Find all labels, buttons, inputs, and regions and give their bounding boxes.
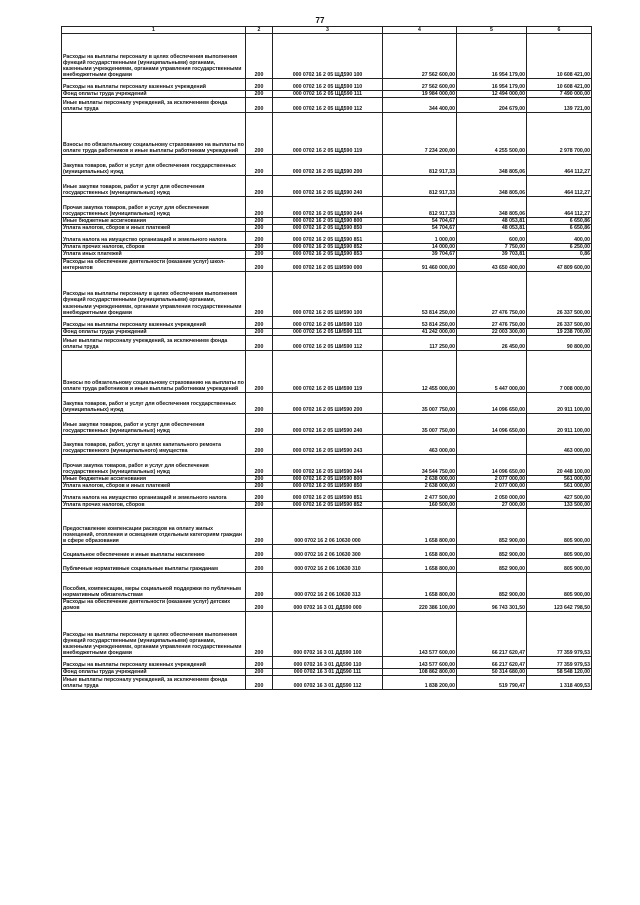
row-description: Прочая закупка товаров, работ и услуг для обеспечения государственных (муниципальных) нужд <box>62 454 246 475</box>
row-classification-code: 000 0702 16 2 05 ШИ590 850 <box>273 482 383 489</box>
unexecuted-amount: 464 112,27 <box>527 155 592 176</box>
unexecuted-amount: 6 650,86 <box>527 218 592 225</box>
page-number: 77 <box>315 16 325 25</box>
table-row <box>62 258 592 271</box>
table-body <box>62 34 592 690</box>
unexecuted-amount: 805 900,00 <box>527 559 592 573</box>
row-code: 200 <box>246 113 273 155</box>
table-row <box>62 475 592 482</box>
row-description: Закупка товаров, работ и услуг для обеспечения государственных (муниципальных) нужд <box>62 392 246 413</box>
table-row <box>62 155 592 176</box>
row-code: 200 <box>246 155 273 176</box>
approved-amount: 143 577 600,00 <box>383 612 457 657</box>
row-description: Иные выплаты персоналу учреждений, за исключением фонда оплаты труда <box>62 676 246 690</box>
approved-amount: 1 658 800,00 <box>383 545 457 559</box>
approved-amount: 1 658 800,00 <box>383 509 457 545</box>
unexecuted-amount: 561 000,00 <box>527 482 592 489</box>
row-code: 200 <box>246 657 273 669</box>
approved-amount: 1 000,00 <box>383 232 457 244</box>
row-description: Пособия, компенсации, меры социальной поддержки по публичным нормативным обязательствам <box>62 573 246 599</box>
table-row <box>62 545 592 559</box>
row-classification-code: 000 0702 16 2 05 ЩД590 240 <box>273 176 383 197</box>
row-classification-code: 000 0702 16 2 06 10630 300 <box>273 545 383 559</box>
approved-amount: 2 638 000,00 <box>383 475 457 482</box>
row-code: 200 <box>246 454 273 475</box>
column-header: 3 <box>273 27 383 34</box>
unexecuted-amount: 7 008 000,00 <box>527 350 592 392</box>
row-classification-code: 000 0702 16 2 05 ШИ590 851 <box>273 490 383 502</box>
row-description: Прочая закупка товаров, работ и услуг для обеспечения государственных (муниципальных) нужд <box>62 197 246 218</box>
table-row <box>62 197 592 218</box>
row-classification-code: 000 0702 16 2 05 ШИ590 000 <box>273 258 383 271</box>
row-classification-code: 000 0702 16 2 05 ЩД590 851 <box>273 232 383 244</box>
row-description: Иные выплаты персоналу учреждений, за исключением фонда оплаты труда <box>62 98 246 113</box>
table-row <box>62 328 592 335</box>
approved-amount: 34 544 750,00 <box>383 454 457 475</box>
row-description: Иные выплаты персоналу учреждений, за исключением фонда оплаты труда <box>62 335 246 350</box>
row-description: Расходы на обеспечение деятельности (оказание услуг) школ-интернатов <box>62 258 246 271</box>
row-description: Расходы на выплаты персоналу казенных учреждений <box>62 657 246 669</box>
executed-amount: 204 679,00 <box>457 98 527 113</box>
unexecuted-amount: 6 250,00 <box>527 244 592 251</box>
executed-amount: 26 450,00 <box>457 335 527 350</box>
executed-amount: 27 476 750,00 <box>457 316 527 328</box>
table-row <box>62 482 592 489</box>
approved-amount: 35 007 750,00 <box>383 392 457 413</box>
row-description: Фонд оплаты труда учреждений <box>62 669 246 676</box>
row-code: 200 <box>246 176 273 197</box>
table-row <box>62 573 592 599</box>
executed-amount: 39 703,81 <box>457 251 527 258</box>
executed-amount: 16 954 179,00 <box>457 34 527 79</box>
executed-amount: 66 217 620,47 <box>457 612 527 657</box>
executed-amount: 4 255 500,00 <box>457 113 527 155</box>
unexecuted-amount: 10 608 421,00 <box>527 79 592 91</box>
unexecuted-amount: 427 500,00 <box>527 490 592 502</box>
row-description: Фонд оплаты труда учреждений <box>62 328 246 335</box>
unexecuted-amount: 2 978 700,00 <box>527 113 592 155</box>
row-classification-code: 000 0702 16 2 06 10630 000 <box>273 509 383 545</box>
row-description: Уплата налога на имущество организаций и земельного налога <box>62 232 246 244</box>
row-code: 200 <box>246 573 273 599</box>
row-classification-code: 000 0702 16 2 05 ШИ590 111 <box>273 328 383 335</box>
table-row <box>62 34 592 79</box>
unexecuted-amount: 19 238 700,00 <box>527 328 592 335</box>
budget-table <box>61 26 592 690</box>
approved-amount: 220 386 100,00 <box>383 599 457 612</box>
approved-amount: 108 862 800,00 <box>383 669 457 676</box>
executed-amount: 14 096 650,00 <box>457 454 527 475</box>
row-description: Закупка товаров, работ и услуг для обеспечения государственных (муниципальных) нужд <box>62 155 246 176</box>
row-code: 200 <box>246 34 273 79</box>
column-header: 5 <box>457 27 527 34</box>
unexecuted-amount: 463 000,00 <box>527 434 592 454</box>
unexecuted-amount: 0,86 <box>527 251 592 258</box>
approved-amount: 812 917,33 <box>383 197 457 218</box>
row-code: 200 <box>246 218 273 225</box>
row-description: Иные закупки товаров, работ и услуг для обеспечения государственных (муниципальных) нужд <box>62 413 246 434</box>
row-classification-code: 000 0702 16 2 05 ШИ590 852 <box>273 502 383 509</box>
row-code: 200 <box>246 392 273 413</box>
approved-amount: 463 000,00 <box>383 434 457 454</box>
executed-amount: 600,00 <box>457 232 527 244</box>
row-description: Уплата налогов, сборов и иных платежей <box>62 225 246 232</box>
row-code: 200 <box>246 482 273 489</box>
column-header: 4 <box>383 27 457 34</box>
row-code: 200 <box>246 475 273 482</box>
unexecuted-amount: 26 337 500,00 <box>527 316 592 328</box>
row-code: 200 <box>246 413 273 434</box>
row-code: 200 <box>246 676 273 690</box>
executed-amount: 22 003 300,00 <box>457 328 527 335</box>
table-row <box>62 316 592 328</box>
unexecuted-amount: 123 642 798,50 <box>527 599 592 612</box>
row-classification-code: 000 0702 16 2 05 ШИ590 244 <box>273 454 383 475</box>
row-description: Расходы на выплаты персоналу в целях обеспечения выполнения функций государственными (муниципальными) органами, казенными учреждениями, органами управления государственными внебюджетными фондами <box>62 34 246 79</box>
executed-amount: 519 790,47 <box>457 676 527 690</box>
row-classification-code: 000 0702 16 2 05 ШИ590 112 <box>273 335 383 350</box>
table-row <box>62 335 592 350</box>
executed-amount: 2 077 000,00 <box>457 475 527 482</box>
approved-amount: 7 234 200,00 <box>383 113 457 155</box>
row-classification-code: 000 0702 16 2 05 ШИ590 119 <box>273 350 383 392</box>
row-classification-code: 000 0702 16 3 01 ДД590 100 <box>273 612 383 657</box>
approved-amount: 54 704,67 <box>383 218 457 225</box>
unexecuted-amount: 20 911 100,00 <box>527 413 592 434</box>
approved-amount: 53 814 250,00 <box>383 316 457 328</box>
executed-amount: 5 447 000,00 <box>457 350 527 392</box>
table-header-row <box>62 27 592 34</box>
row-classification-code: 000 0702 16 3 01 ДД590 000 <box>273 599 383 612</box>
unexecuted-amount: 6 650,86 <box>527 225 592 232</box>
row-classification-code: 000 0702 16 2 05 ЩД590 110 <box>273 79 383 91</box>
row-classification-code: 000 0702 16 2 05 ШИ590 800 <box>273 475 383 482</box>
table-row <box>62 669 592 676</box>
table-row <box>62 98 592 113</box>
approved-amount: 27 562 600,00 <box>383 79 457 91</box>
row-code: 200 <box>246 251 273 258</box>
table-row <box>62 454 592 475</box>
executed-amount: 2 077 000,00 <box>457 482 527 489</box>
table-row <box>62 218 592 225</box>
table-row <box>62 657 592 669</box>
row-description: Уплата иных платежей <box>62 251 246 258</box>
row-code: 200 <box>246 434 273 454</box>
unexecuted-amount: 77 359 979,53 <box>527 612 592 657</box>
column-header: 6 <box>527 27 592 34</box>
row-classification-code: 000 0702 16 2 05 ШИ590 240 <box>273 413 383 434</box>
approved-amount: 812 917,33 <box>383 176 457 197</box>
approved-amount: 53 814 250,00 <box>383 271 457 316</box>
row-code: 200 <box>246 335 273 350</box>
table-row <box>62 350 592 392</box>
row-code: 200 <box>246 509 273 545</box>
row-code: 200 <box>246 502 273 509</box>
row-classification-code: 000 0702 16 3 01 ДД590 112 <box>273 676 383 690</box>
executed-amount: 348 805,06 <box>457 197 527 218</box>
unexecuted-amount: 77 359 979,53 <box>527 657 592 669</box>
unexecuted-amount: 1 318 409,53 <box>527 676 592 690</box>
executed-amount: 16 954 179,00 <box>457 79 527 91</box>
approved-amount: 344 400,00 <box>383 98 457 113</box>
approved-amount: 2 638 000,00 <box>383 482 457 489</box>
unexecuted-amount: 26 337 500,00 <box>527 271 592 316</box>
row-code: 200 <box>246 197 273 218</box>
row-description: Публичные нормативные социальные выплаты гражданам <box>62 559 246 573</box>
unexecuted-amount: 10 608 421,00 <box>527 34 592 79</box>
unexecuted-amount: 561 000,00 <box>527 475 592 482</box>
row-code: 200 <box>246 316 273 328</box>
approved-amount: 39 704,67 <box>383 251 457 258</box>
table-row <box>62 434 592 454</box>
table-row <box>62 176 592 197</box>
table-row <box>62 392 592 413</box>
row-description: Расходы на выплаты персоналу в целях обеспечения выполнения функций государственными (муниципальными) органами, казенными учреждениями, органами управления государственными внебюджетными фондами <box>62 271 246 316</box>
row-code: 200 <box>246 599 273 612</box>
row-description: Уплата прочих налогов, сборов <box>62 244 246 251</box>
row-description: Закупка товаров, работ, услуг в целях капитального ремонта государственного (муниципального) имущества <box>62 434 246 454</box>
table-row <box>62 559 592 573</box>
approved-amount: 19 984 000,00 <box>383 91 457 98</box>
row-classification-code: 000 0702 16 2 06 10630 313 <box>273 573 383 599</box>
executed-amount: 14 096 650,00 <box>457 392 527 413</box>
row-classification-code: 000 0702 16 2 05 ШИ590 100 <box>273 271 383 316</box>
approved-amount: 117 250,00 <box>383 335 457 350</box>
row-classification-code: 000 0702 16 2 05 ЩД590 119 <box>273 113 383 155</box>
executed-amount: 14 096 650,00 <box>457 413 527 434</box>
table-row <box>62 612 592 657</box>
table-row <box>62 271 592 316</box>
row-description: Уплата налогов, сборов и иных платежей <box>62 482 246 489</box>
row-code: 200 <box>246 612 273 657</box>
approved-amount: 143 577 600,00 <box>383 657 457 669</box>
approved-amount: 1 658 800,00 <box>383 559 457 573</box>
table-row <box>62 251 592 258</box>
approved-amount: 12 455 000,00 <box>383 350 457 392</box>
column-header: 2 <box>246 27 273 34</box>
unexecuted-amount: 90 800,00 <box>527 335 592 350</box>
approved-amount: 35 007 750,00 <box>383 413 457 434</box>
row-classification-code: 000 0702 16 2 06 10630 310 <box>273 559 383 573</box>
executed-amount: 348 805,06 <box>457 155 527 176</box>
row-classification-code: 000 0702 16 2 05 ЩД590 111 <box>273 91 383 98</box>
unexecuted-amount: 805 900,00 <box>527 573 592 599</box>
approved-amount: 160 500,00 <box>383 502 457 509</box>
table-row <box>62 225 592 232</box>
unexecuted-amount: 20 448 100,00 <box>527 454 592 475</box>
approved-amount: 54 704,67 <box>383 225 457 232</box>
executed-amount: 852 900,00 <box>457 509 527 545</box>
table-row <box>62 79 592 91</box>
unexecuted-amount: 58 548 120,00 <box>527 669 592 676</box>
row-description: Социальное обеспечение и иные выплаты населению <box>62 545 246 559</box>
executed-amount: 48 053,81 <box>457 225 527 232</box>
row-description: Иные закупки товаров, работ и услуг для обеспечения государственных (муниципальных) нужд <box>62 176 246 197</box>
row-description: Фонд оплаты труда учреждений <box>62 91 246 98</box>
row-description: Уплата налога на имущество организаций и земельного налога <box>62 490 246 502</box>
executed-amount: 7 750,00 <box>457 244 527 251</box>
row-description: Расходы на выплаты персоналу казенных учреждений <box>62 79 246 91</box>
row-code: 200 <box>246 91 273 98</box>
executed-amount: 48 053,81 <box>457 218 527 225</box>
executed-amount: 348 805,06 <box>457 176 527 197</box>
table-row <box>62 413 592 434</box>
row-classification-code: 000 0702 16 3 01 ДД590 110 <box>273 657 383 669</box>
unexecuted-amount: 805 900,00 <box>527 509 592 545</box>
executed-amount: 852 900,00 <box>457 559 527 573</box>
executed-amount: 43 650 400,00 <box>457 258 527 271</box>
executed-amount: 50 314 680,00 <box>457 669 527 676</box>
row-classification-code: 000 0702 16 2 05 ЩД590 244 <box>273 197 383 218</box>
executed-amount: 96 743 301,50 <box>457 599 527 612</box>
row-code: 200 <box>246 350 273 392</box>
approved-amount: 14 000,00 <box>383 244 457 251</box>
executed-amount: 2 050 000,00 <box>457 490 527 502</box>
column-header: 1 <box>62 27 246 34</box>
executed-amount: 852 900,00 <box>457 573 527 599</box>
table-row <box>62 676 592 690</box>
row-classification-code: 000 0702 16 2 05 ШИ590 110 <box>273 316 383 328</box>
row-code: 200 <box>246 271 273 316</box>
table-row <box>62 502 592 509</box>
row-classification-code: 000 0702 16 2 05 ЩД590 112 <box>273 98 383 113</box>
row-code: 200 <box>246 258 273 271</box>
row-classification-code: 000 0702 16 2 05 ЩД590 853 <box>273 251 383 258</box>
approved-amount: 812 917,33 <box>383 155 457 176</box>
executed-amount <box>457 434 527 454</box>
row-classification-code: 000 0702 16 2 05 ШИ590 243 <box>273 434 383 454</box>
row-description: Иные бюджетные ассигнования <box>62 475 246 482</box>
row-description: Расходы на обеспечение деятельности (оказание услуг) детских домов <box>62 599 246 612</box>
executed-amount: 12 494 000,00 <box>457 91 527 98</box>
executed-amount: 852 900,00 <box>457 545 527 559</box>
row-code: 200 <box>246 232 273 244</box>
row-code: 200 <box>246 669 273 676</box>
approved-amount: 41 242 000,00 <box>383 328 457 335</box>
approved-amount: 2 477 500,00 <box>383 490 457 502</box>
row-description: Расходы на выплаты персоналу в целях обеспечения выполнения функций государственными (муниципальными) органами, казенными учреждениями, органами управления государственными внебюджетными фондами <box>62 612 246 657</box>
approved-amount: 1 658 800,00 <box>383 573 457 599</box>
row-classification-code: 000 0702 16 2 05 ЩД590 852 <box>273 244 383 251</box>
unexecuted-amount: 464 112,27 <box>527 197 592 218</box>
row-classification-code: 000 0702 16 2 05 ЩД590 100 <box>273 34 383 79</box>
table-row <box>62 232 592 244</box>
unexecuted-amount: 805 900,00 <box>527 545 592 559</box>
approved-amount: 91 460 000,00 <box>383 258 457 271</box>
row-classification-code: 000 0702 16 2 05 ШИ590 200 <box>273 392 383 413</box>
row-code: 200 <box>246 225 273 232</box>
row-classification-code: 000 0702 16 2 05 ЩД590 850 <box>273 225 383 232</box>
row-description: Расходы на выплаты персоналу казенных учреждений <box>62 316 246 328</box>
table-row <box>62 244 592 251</box>
unexecuted-amount: 139 721,00 <box>527 98 592 113</box>
unexecuted-amount: 47 809 600,00 <box>527 258 592 271</box>
approved-amount: 1 838 200,00 <box>383 676 457 690</box>
table-row <box>62 509 592 545</box>
row-code: 200 <box>246 490 273 502</box>
unexecuted-amount: 7 490 000,00 <box>527 91 592 98</box>
unexecuted-amount: 464 112,27 <box>527 176 592 197</box>
row-description: Взносы по обязательному социальному страхованию на выплаты по оплате труда работников и иные выплаты работникам учреждений <box>62 113 246 155</box>
row-code: 200 <box>246 79 273 91</box>
executed-amount: 27 000,00 <box>457 502 527 509</box>
row-classification-code: 000 0702 16 2 05 ЩД590 800 <box>273 218 383 225</box>
unexecuted-amount: 400,00 <box>527 232 592 244</box>
row-description: Уплата прочих налогов, сборов <box>62 502 246 509</box>
row-code: 200 <box>246 98 273 113</box>
row-description: Иные бюджетные ассигнования <box>62 218 246 225</box>
table-row <box>62 599 592 612</box>
executed-amount: 27 476 750,00 <box>457 271 527 316</box>
table-row <box>62 113 592 155</box>
table-row <box>62 91 592 98</box>
unexecuted-amount: 133 500,00 <box>527 502 592 509</box>
unexecuted-amount: 20 911 100,00 <box>527 392 592 413</box>
table-row <box>62 490 592 502</box>
row-description: Взносы по обязательному социальному страхованию на выплаты по оплате труда работников и иные выплаты работникам учреждений <box>62 350 246 392</box>
executed-amount: 66 217 620,47 <box>457 657 527 669</box>
row-classification-code: 000 0702 16 2 05 ЩД590 200 <box>273 155 383 176</box>
row-code: 200 <box>246 244 273 251</box>
row-description: Предоставление компенсации расходов на оплату жилых помещений, отопления и освещения отдельным категориям граждан в сфере образования <box>62 509 246 545</box>
row-classification-code: 000 0702 16 3 01 ДД590 111 <box>273 669 383 676</box>
approved-amount: 27 562 600,00 <box>383 34 457 79</box>
row-code: 200 <box>246 559 273 573</box>
row-code: 200 <box>246 545 273 559</box>
row-code: 200 <box>246 328 273 335</box>
